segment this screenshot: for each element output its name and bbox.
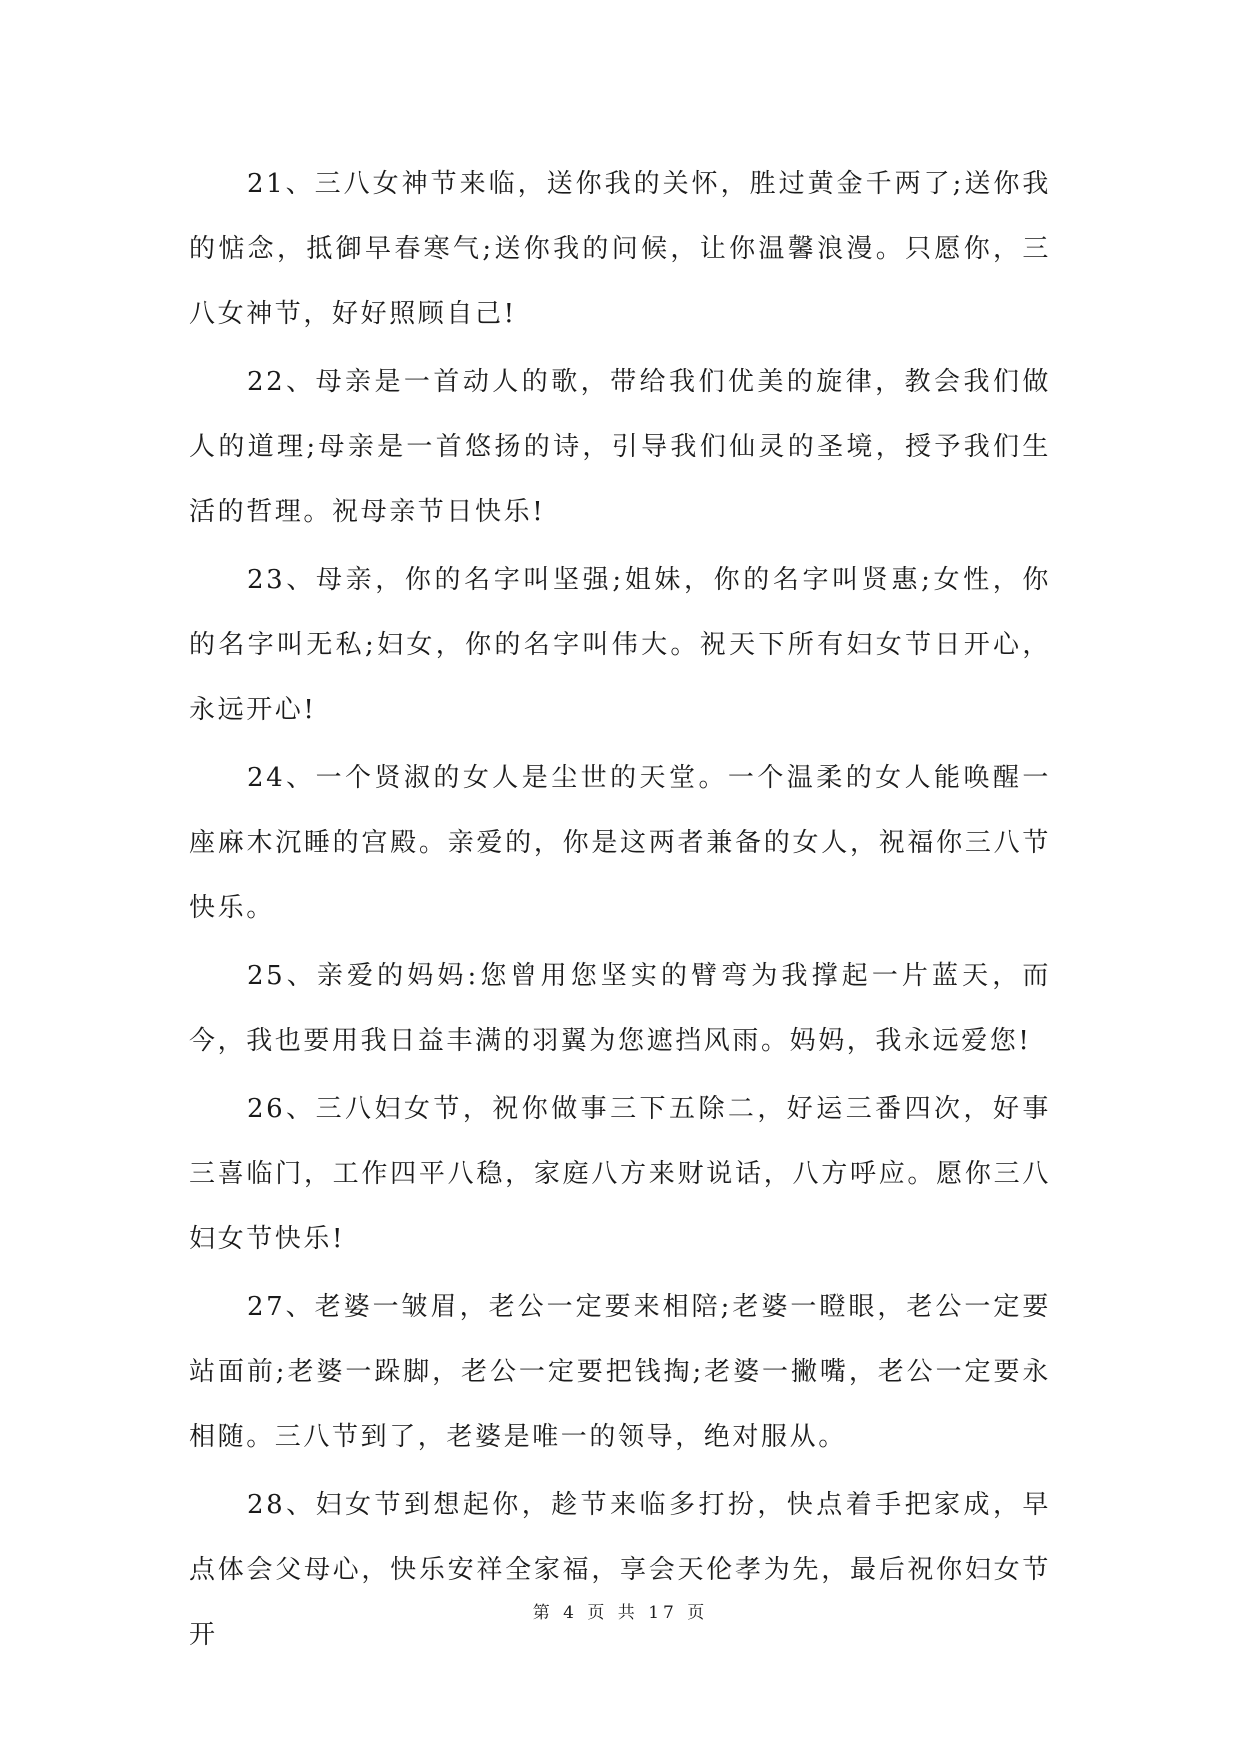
page-number-footer: 第 4 页 共 17 页 [532, 1603, 709, 1623]
paragraph-23: 23、母亲，你的名字叫坚强;姐妹，你的名字叫贤惠;女性，你的名字叫无私;妇女，你的名字叫伟大。祝天下所有妇女节日开心，永远开心! [189, 565, 1051, 725]
paragraph-26: 26、三八妇女节，祝你做事三下五除二，好运三番四次，好事三喜临门，工作四平八稳，家庭八方来财说话，八方呼应。愿你三八妇女节快乐! [189, 1094, 1051, 1254]
paragraph-25: 25、亲爱的妈妈:您曾用您坚实的臂弯为我撑起一片蓝天，而今，我也要用我日益丰满的羽翼为您遮挡风雨。妈妈，我永远爱您! [189, 961, 1051, 1056]
paragraph-24: 24、一个贤淑的女人是尘世的天堂。一个温柔的女人能唤醒一座麻木沉睡的宫殿。亲爱的，你是这两者兼备的女人，祝福你三八节快乐。 [189, 763, 1051, 923]
document-body [189, 152, 1051, 1671]
paragraph-22: 22、母亲是一首动人的歌，带给我们优美的旋律，教会我们做人的道理;母亲是一首悠扬的诗，引导我们仙灵的圣境，授予我们生活的哲理。祝母亲节日快乐! [189, 367, 1051, 527]
paragraph-28: 28、妇女节到想起你，趁节来临多打扮，快点着手把家成，早点体会父母心，快乐安祥全家福，享会天伦孝为先，最后祝你妇女节开 [189, 1490, 1051, 1650]
paragraph-21: 21、三八女神节来临，送你我的关怀，胜过黄金千两了;送你我的惦念，抵御早春寒气;送你我的问候，让你温馨浪漫。只愿你，三八女神节，好好照顾自己! [189, 169, 1051, 329]
paragraph-27: 27、老婆一皱眉，老公一定要来相陪;老婆一瞪眼，老公一定要站面前;老婆一跺脚，老公一定要把钱掏;老婆一撇嘴，老公一定要永相随。三八节到了，老婆是唯一的领导，绝对服从。 [189, 1292, 1051, 1452]
